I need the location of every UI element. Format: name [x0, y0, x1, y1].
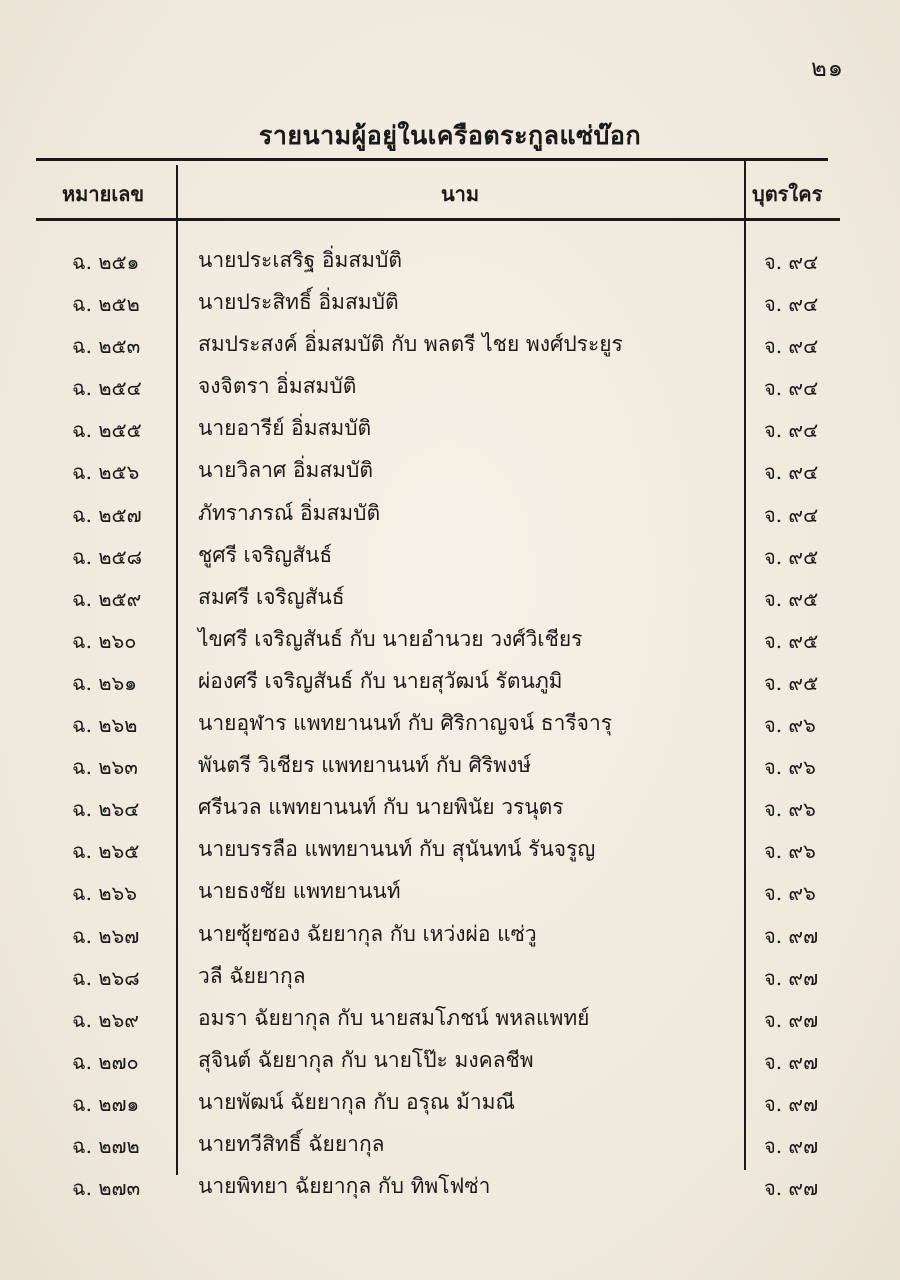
row-number: ฉ. ๒๖๐	[72, 628, 137, 653]
table-row	[0, 831, 900, 873]
row-name: นายประสิทธิ์ อิ่มสมบัติ	[198, 290, 399, 315]
table-row	[0, 789, 900, 831]
table-row	[0, 1042, 900, 1084]
row-parent: จ. ๙๗	[764, 1091, 819, 1116]
row-parent: จ. ๙๔	[764, 250, 819, 274]
row-parent: จ. ๙๕	[764, 586, 819, 611]
table-body	[0, 242, 900, 1210]
row-parent: จ. ๙๗	[764, 923, 819, 948]
row-name: ศรีนวล แพทยานนท์ กับ นายพินัย วรนุตร	[198, 795, 564, 820]
row-parent: จ. ๙๖	[764, 839, 816, 864]
row-name: นายพัฒน์ ฉัยยากุล กับ อรุณ ม้ามณี	[198, 1089, 515, 1114]
row-parent: จ. ๙๔	[764, 292, 819, 317]
row-number: ฉ. ๒๕๓	[72, 334, 141, 359]
row-number: ฉ. ๒๗๒	[72, 1133, 140, 1158]
row-parent: จ. ๙๔	[764, 418, 819, 443]
row-name: จงจิตรา อิ่มสมบัติ	[198, 374, 357, 399]
row-name: สมศรี เจริญสันธ์	[198, 584, 345, 609]
table-row	[0, 452, 900, 494]
row-name: สมประสงค์ อิ่มสมบัติ กับ พลตรี ไชย พงศ์ประยูร	[198, 332, 623, 357]
row-number: ฉ. ๒๗๑	[72, 1091, 140, 1116]
column-header-parent: บุตรใคร	[752, 182, 823, 206]
row-parent: จ. ๙๔	[764, 376, 819, 401]
row-number: ฉ. ๒๕๒	[72, 292, 140, 317]
page-number: ๒๑	[810, 54, 844, 82]
row-number: ฉ. ๒๖๑	[72, 670, 137, 695]
row-parent: จ. ๙๖	[764, 713, 816, 738]
row-parent: จ. ๙๖	[764, 881, 816, 906]
row-parent: จ. ๙๖	[764, 755, 816, 780]
row-number: ฉ. ๒๕๕	[72, 418, 142, 443]
row-number: ฉ. ๒๖๓	[72, 755, 138, 780]
row-number: ฉ. ๒๖๙	[72, 1007, 139, 1032]
row-parent: จ. ๙๔	[764, 460, 819, 485]
row-name: นายวิลาศ อิ่มสมบัติ	[198, 458, 373, 483]
row-name: วลี ฉัยยากุล	[198, 963, 306, 988]
table-row	[0, 284, 900, 326]
table-row	[0, 873, 900, 915]
table-row	[0, 537, 900, 579]
row-name: นายทวีสิทธิ์ ฉัยยากุล	[198, 1131, 385, 1156]
row-name: นายซุ้ยซอง ฉัยยากุล กับ เหว่งผ่อ แซ่วู	[198, 921, 537, 946]
row-parent: จ. ๙๕	[764, 544, 819, 569]
row-name: ผ่องศรี เจริญสันธ์ กับ นายสุวัฒน์ รัตนภูมิ	[198, 668, 563, 693]
row-number: ฉ. ๒๕๑	[72, 250, 140, 274]
row-parent: จ. ๙๔	[764, 502, 819, 527]
row-number: ฉ. ๒๖๗	[72, 923, 140, 948]
row-number: ฉ. ๒๕๔	[72, 376, 142, 401]
table-top-rule	[36, 158, 828, 161]
row-parent: จ. ๙๕	[764, 670, 819, 695]
row-number: ฉ. ๒๕๘	[72, 544, 143, 569]
column-header-name: นาม	[441, 182, 480, 206]
row-number: ฉ. ๒๖๔	[72, 797, 140, 822]
table-row	[0, 495, 900, 537]
table-row	[0, 1168, 900, 1210]
table-row	[0, 326, 900, 368]
row-number: ฉ. ๒๗๐	[72, 1049, 139, 1074]
table-row	[0, 1084, 900, 1126]
row-number: ฉ. ๒๕๖	[72, 460, 140, 485]
row-parent: จ. ๙๗	[764, 965, 819, 990]
row-number: ฉ. ๒๖๘	[72, 965, 140, 990]
table-row	[0, 410, 900, 452]
row-parent: จ. ๙๔	[764, 334, 819, 359]
row-name: นายอารีย์ อิ่มสมบัติ	[198, 416, 372, 441]
row-name: นายบรรลือ แพทยานนท์ กับ สุนันทน์ รันจรูญ	[198, 837, 596, 862]
row-parent: จ. ๙๗	[764, 1007, 819, 1032]
page-title: รายนามผู้อยู่ในเครือตระกูลแซ่บ๊อก	[258, 121, 642, 150]
row-parent: จ. ๙๗	[764, 1133, 819, 1158]
table-row	[0, 368, 900, 410]
row-name: ชูศรี เจริญสันธ์	[198, 542, 333, 567]
table-row	[0, 621, 900, 663]
table-row	[0, 663, 900, 705]
row-parent: จ. ๙๗	[764, 1049, 819, 1074]
row-name: ไขศรี เจริญสันธ์ กับ นายอำนวย วงศ์วิเชียร	[198, 626, 583, 651]
row-number: ฉ. ๒๖๖	[72, 881, 137, 906]
row-number: ฉ. ๒๕๙	[72, 586, 142, 611]
row-name: สุจินต์ ฉัยยากุล กับ นายโป๊ะ มงคลชีพ	[198, 1047, 534, 1072]
row-number: ฉ. ๒๖๒	[72, 713, 138, 738]
row-name: นายอุฬาร แพทยานนท์ กับ ศิริกาญจน์ ธารีจารุ	[198, 711, 613, 736]
row-name: อมรา ฉัยยากุล กับ นายสมโภชน์ พหลแพทย์	[198, 1005, 590, 1030]
column-header-number: หมายเลข	[62, 182, 145, 206]
table-header-rule	[36, 218, 840, 221]
table-row	[0, 916, 900, 958]
table-row	[0, 747, 900, 789]
row-number: ฉ. ๒๕๗	[72, 502, 142, 527]
table-row	[0, 1126, 900, 1168]
row-name: นายประเสริฐ อิ่มสมบัติ	[198, 248, 402, 272]
row-name: พันตรี วิเชียร แพทยานนท์ กับ ศิริพงษ์	[198, 753, 532, 778]
table-row	[0, 579, 900, 621]
row-parent: จ. ๙๖	[764, 797, 816, 822]
table-row	[0, 958, 900, 1000]
row-name: นายพิทยา ฉัยยากุล กับ ทิพโฟซ่า	[198, 1174, 491, 1199]
row-number: ฉ. ๒๖๕	[72, 839, 140, 864]
row-name: ภัทราภรณ์ อิ่มสมบัติ	[198, 500, 381, 525]
table-row	[0, 1000, 900, 1042]
table-row	[0, 242, 900, 284]
row-name: นายธงชัย แพทยานนท์	[198, 879, 401, 904]
table-row	[0, 705, 900, 747]
row-parent: จ. ๙๕	[764, 628, 819, 653]
row-number: ฉ. ๒๗๓	[72, 1176, 141, 1201]
row-parent: จ. ๙๗	[764, 1176, 819, 1201]
